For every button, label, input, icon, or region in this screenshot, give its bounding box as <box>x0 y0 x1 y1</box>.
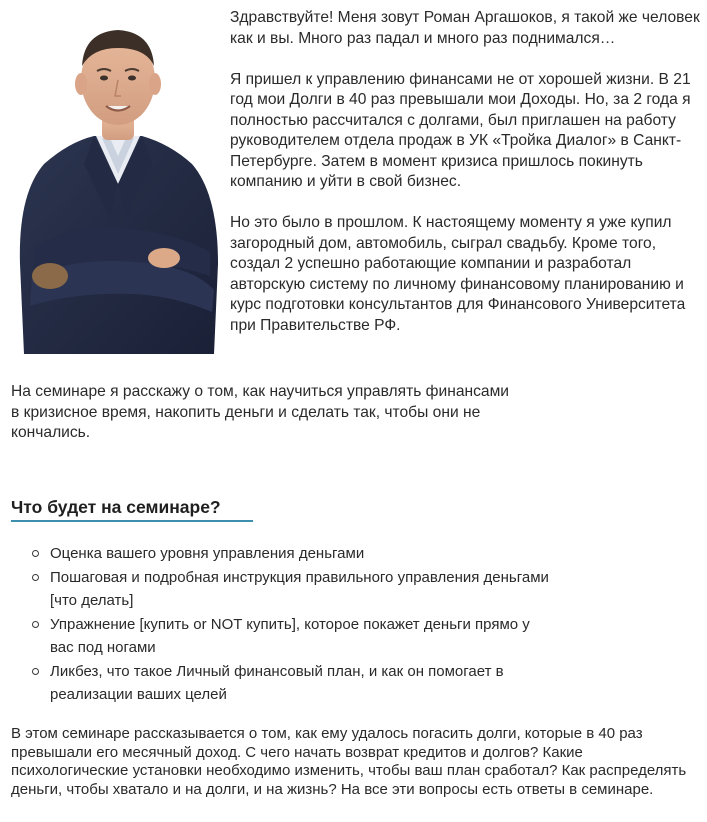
seminar-summary: На семинаре я расскажу о том, как научиться управлять финансами в кризисное время, накопить деньги и сделать так, чтобы они не кончались. <box>11 383 510 441</box>
list-item <box>30 542 550 566</box>
agenda-list <box>30 542 550 707</box>
list-item <box>30 566 550 613</box>
agenda-heading: Что будет на семинаре? <box>11 497 221 517</box>
intro-paragraph: Но это было в прошлом. К настоящему моменту я уже купил загородный дом, автомобиль, сыграл свадьбу. Кроме того, создал 2 успешно работающие компании и разработал авторскую систему по личному финансовому планированию и курс подготовки консультантов для Финансового Университета при Правительстве РФ. <box>230 214 686 334</box>
intro-paragraph: Я пришел к управлению финансами не от хорошей жизни. В 21 год мои Долги в 40 раз превышали мои Доходы. Но, за 2 года я полностью рассчитался с долгами, был приглашен на работу руководителем отдела продаж в УК «Тройка Диалог» в Санкт-Петербурге. Затем в момент кризиса пришлось покинуть компанию и уйти в свой бизнес. <box>230 70 691 190</box>
list-item-text: Оценка вашего уровня управления деньгами <box>50 545 365 562</box>
intro-text <box>230 8 705 336</box>
circle-bullet-icon <box>32 574 39 581</box>
circle-bullet-icon <box>32 550 39 557</box>
intro-paragraph: Здравствуйте! Меня зовут Роман Аргашоков, я такой же человек как и вы. Много раз падал и много раз поднимался… <box>230 9 700 47</box>
list-item <box>30 660 550 707</box>
list-item-text: Ликбез, что такое Личный финансовый план, и как он помогает в реализации ваших целей <box>50 662 504 703</box>
list-item-text: Пошаговая и подробная инструкция правильного управления деньгами [что делать] <box>50 568 549 609</box>
heading-underline <box>11 520 253 522</box>
seminar-description: В этом семинаре рассказывается о том, как ему удалось погасить долги, которые в 40 раз превышали его месячный доход. С чего начать возврат кредитов и долгов? Какие психологические установки необходимо изменить, чтобы ваш план сработал? Как распределять деньги, чтобы хватало и на долги, и на жизнь? На все эти вопросы есть ответы в семинаре. <box>11 725 687 798</box>
list-item-text: Упражнение [купить or NOT купить], которое покажет деньги прямо у вас под ногами <box>50 615 530 656</box>
circle-bullet-icon <box>32 668 39 675</box>
speaker-portrait-photo <box>14 14 222 354</box>
circle-bullet-icon <box>32 621 39 628</box>
list-item <box>30 613 550 660</box>
